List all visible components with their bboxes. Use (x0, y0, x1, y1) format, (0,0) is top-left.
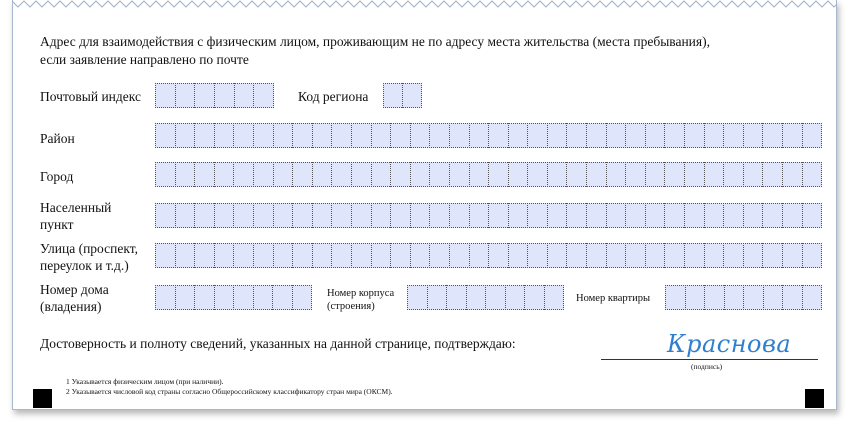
handwritten-signature: Краснова (667, 330, 792, 358)
district-label: Район (40, 131, 75, 146)
footnote-1: 1 Указывается физическим лицом (при наличии). (66, 377, 224, 386)
house-number-field[interactable] (155, 285, 312, 310)
house-label-line-2: (владения) (40, 299, 102, 314)
building-label (327, 287, 394, 313)
form-heading (40, 33, 710, 69)
region-code-field[interactable] (383, 83, 422, 108)
confirmation-text: Достоверность и полноту сведений, указанных на данной странице, подтверждаю: (40, 336, 516, 351)
street-label-line-1: Улица (проспект, (40, 241, 138, 256)
apartment-number-field[interactable] (665, 285, 822, 310)
building-number-field[interactable] (407, 285, 564, 310)
footnote-2: 2 Указывается числовой код страны согласно Общероссийскому классификатору стран мира (ОКСМ). (66, 387, 393, 396)
street-field[interactable] (155, 243, 822, 268)
locality-label (40, 199, 111, 233)
locality-field[interactable] (155, 203, 822, 228)
city-label: Город (40, 169, 74, 184)
building-label-line-1: Номер корпуса (327, 288, 395, 299)
torn-edge (12, 0, 837, 9)
locality-label-line-2: пункт (40, 217, 74, 232)
heading-line-1: Адрес для взаимодействия с физическим лицом, проживающим не по адресу места жительства (места пребывания), (40, 34, 710, 49)
heading-line-2: если заявление направлено по почте (40, 52, 249, 67)
building-label-line-2: (строения) (327, 301, 375, 312)
apartment-label: Номер квартиры (576, 293, 651, 304)
signature-caption: (подпись) (691, 362, 723, 371)
house-label-line-1: Номер дома (40, 282, 109, 297)
postal-index-field[interactable] (155, 83, 274, 108)
house-label (40, 281, 109, 315)
alignment-marker-left (33, 389, 52, 408)
city-field[interactable] (155, 162, 822, 187)
signature-line (601, 359, 818, 360)
street-label-line-2: переулок и т.д.) (40, 258, 129, 273)
alignment-marker-right (805, 389, 824, 408)
region-code-label: Код региона (298, 89, 369, 104)
district-field[interactable] (155, 123, 822, 148)
locality-label-line-1: Населенный (40, 200, 112, 215)
street-label (40, 240, 138, 274)
postal-index-label: Почтовый индекс (40, 89, 141, 104)
